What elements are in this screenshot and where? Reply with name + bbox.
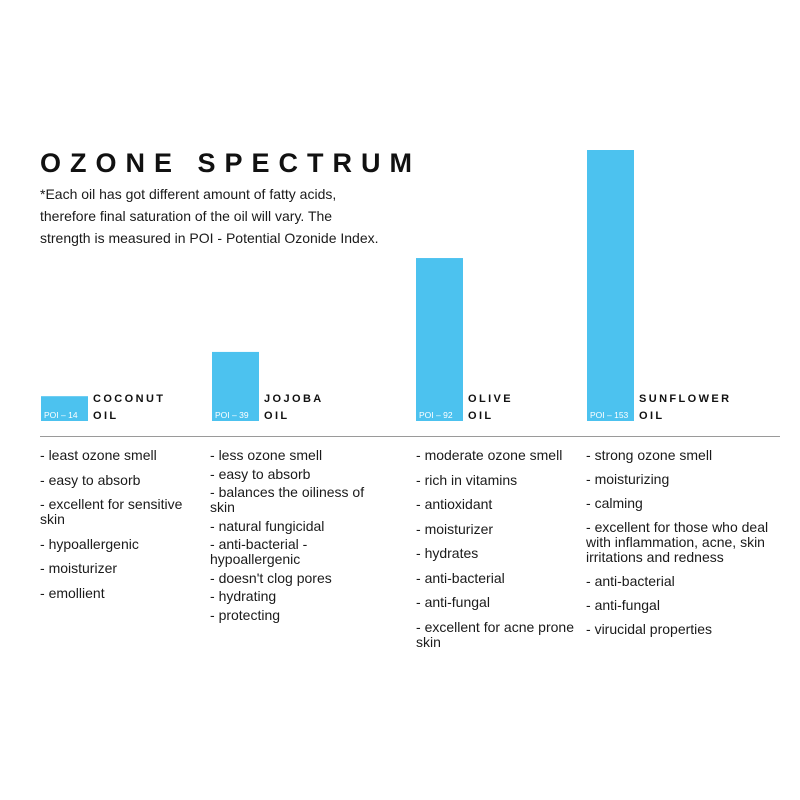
property-item: - hydrating bbox=[210, 589, 388, 604]
sunflower-oil-properties bbox=[586, 448, 776, 646]
property-item: - anti-bacterial - hypoallergenic bbox=[210, 537, 388, 567]
chart-subtitle: *Each oil has got different amount of fatty acids, therefore final saturation of the oil will vary. The strength is measured in POI - Potential Ozonide Index. bbox=[40, 186, 379, 246]
property-item: - calming bbox=[586, 496, 776, 511]
chart-title: OZONE SPECTRUM bbox=[40, 148, 422, 178]
jojoba-oil-properties bbox=[210, 448, 388, 626]
property-item: - hydrates bbox=[416, 546, 591, 561]
property-item: - strong ozone smell bbox=[586, 448, 776, 463]
property-item: - rich in vitamins bbox=[416, 473, 591, 488]
property-item: - anti-fungal bbox=[586, 598, 776, 613]
category-label-sunflower: SUNFLOWER OIL bbox=[639, 393, 732, 422]
property-item: - easy to absorb bbox=[40, 473, 210, 488]
category-label-coconut: COCONUT OIL bbox=[93, 393, 166, 422]
category-label-olive: OLIVE OIL bbox=[468, 393, 514, 422]
property-item: - easy to absorb bbox=[210, 467, 388, 482]
property-item: - excellent for sensitive skin bbox=[40, 497, 210, 527]
property-item: - emollient bbox=[40, 586, 210, 601]
property-item: - anti-bacterial bbox=[416, 571, 591, 586]
data-label-jojoba: POI – 39 bbox=[215, 410, 249, 420]
property-item: - hypoallergenic bbox=[40, 537, 210, 552]
property-item: - protecting bbox=[210, 608, 388, 623]
property-item: - excellent for acne prone skin bbox=[416, 620, 591, 650]
property-item: - moisturizer bbox=[40, 561, 210, 576]
property-item: - excellent for those who deal with inflammation, acne, skin irritations and redness bbox=[586, 520, 776, 565]
data-label-sunflower: POI – 153 bbox=[590, 410, 629, 420]
property-item: - moderate ozone smell bbox=[416, 448, 591, 463]
property-item: - least ozone smell bbox=[40, 448, 210, 463]
property-item: - antioxidant bbox=[416, 497, 591, 512]
property-item: - moisturizing bbox=[586, 472, 776, 487]
category-label-jojoba: JOJOBA OIL bbox=[264, 393, 324, 422]
property-item: - anti-bacterial bbox=[586, 574, 776, 589]
property-item: - doesn't clog pores bbox=[210, 571, 388, 586]
property-item: - anti-fungal bbox=[416, 595, 591, 610]
data-label-coconut: POI – 14 bbox=[44, 410, 78, 420]
bar-sunflower bbox=[587, 150, 634, 421]
olive-oil-properties bbox=[416, 448, 591, 659]
property-item: - less ozone smell bbox=[210, 448, 388, 463]
bar-olive bbox=[416, 258, 463, 421]
coconut-oil-properties bbox=[40, 448, 210, 610]
property-item: - balances the oiliness of skin bbox=[210, 485, 388, 515]
property-item: - natural fungicidal bbox=[210, 519, 388, 534]
property-item: - moisturizer bbox=[416, 522, 591, 537]
data-label-olive: POI – 92 bbox=[419, 410, 453, 420]
property-item: - virucidal properties bbox=[586, 622, 776, 637]
